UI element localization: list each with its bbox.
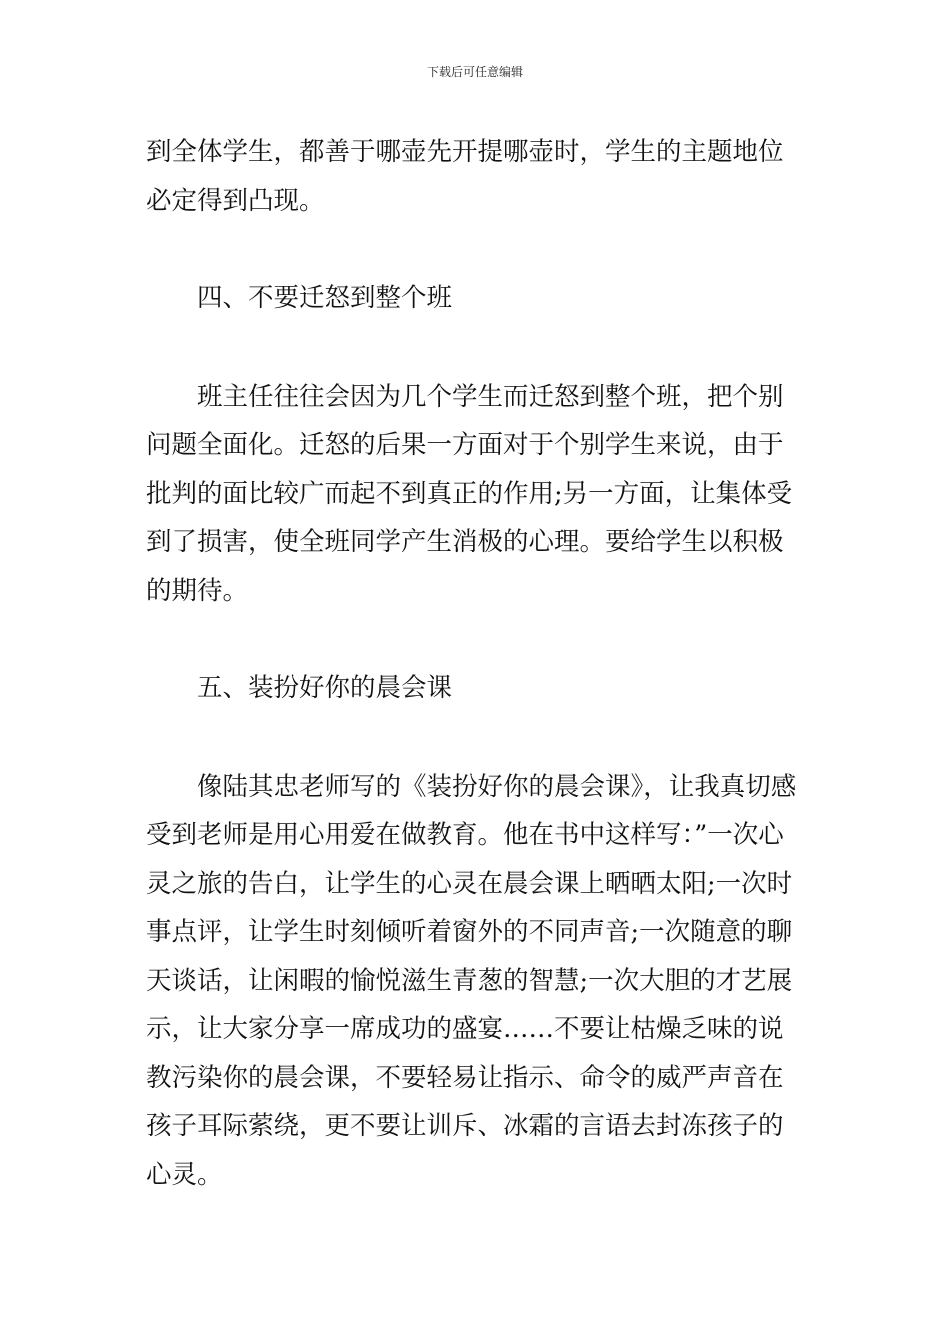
section-heading-five: 五、装扮好你的晨会课 [197, 673, 453, 703]
paragraph-continuation: 到全体学生，都善于哪壶先开提哪壶时，学生的主题地位必定得到凸现。 [146, 137, 784, 216]
paragraph-section-five: 像陆其忠老师写的《装扮好你的晨会课》，让我真切感受到老师是用心用爱在做教育。他在书中这样写：”一次心灵之旅的告白，让学生的心灵在晨会课上晒晒太阳;一次时事点评，让学生时刻倾听着窗外的不同声音;一次随意的聊天谈话，让闲暇的愉悦滋生青葱的智慧;一次大胆的才艺展示，让大家分享一席成功的盛宴……不要让枯燥乏味的说教污染你的晨会课，不要轻易让指示、命令的威严声音在孩子耳际萦绕，更不要让训斥、冰霜的言语去封冻孩子的心灵。 [146, 771, 797, 1190]
page-header: 下载后可任意编辑 [426, 65, 523, 79]
section-heading-four: 四、不要迁怒到整个班 [197, 283, 453, 313]
document-body [146, 128, 808, 1199]
paragraph-section-four: 班主任往往会因为几个学生而迁怒到整个班，把个别问题全面化。迁怒的后果一方面对于个别学生来说，由于批判的面比较广而起不到真正的作用;另一方面，让集体受到了损害，使全班同学产生消极的心理。要给学生以积极的期待。 [146, 381, 793, 606]
